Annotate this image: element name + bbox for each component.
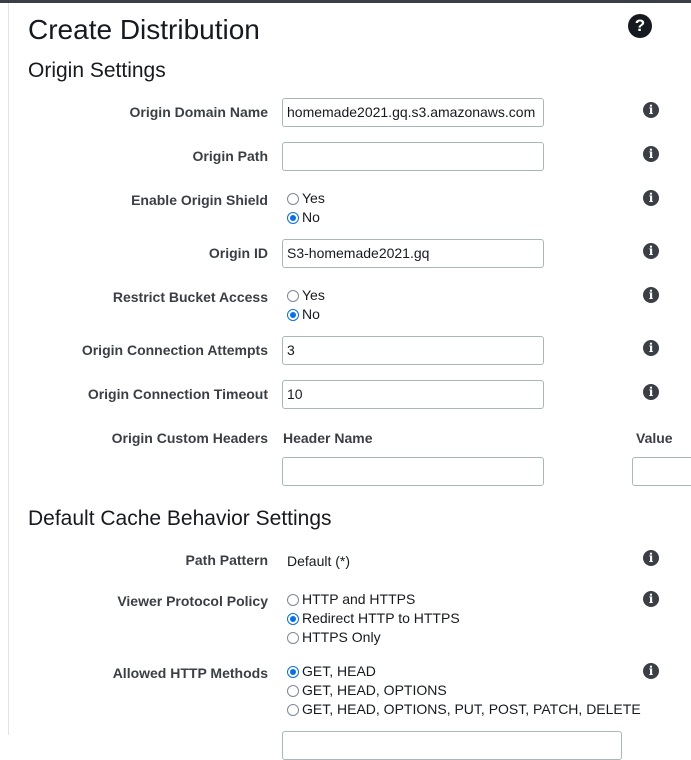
viewer-protocol-policy-label: Viewer Protocol Policy <box>117 593 268 609</box>
header-name-input[interactable] <box>282 457 544 486</box>
origin-shield-no-option[interactable] <box>287 208 320 226</box>
methods-get-head-options-option[interactable] <box>287 681 447 699</box>
origin-domain-name-label: Origin Domain Name <box>129 104 268 120</box>
protocol-http-https-label: HTTP and HTTPS <box>302 591 416 607</box>
origin-shield-yes-radio[interactable] <box>287 193 299 205</box>
methods-get-head-label: GET, HEAD <box>302 663 376 679</box>
origin-connection-timeout-input[interactable]: 10 <box>282 380 544 409</box>
restrict-bucket-yes-radio[interactable] <box>287 290 299 302</box>
methods-get-head-options-label: GET, HEAD, OPTIONS <box>302 682 447 698</box>
restrict-bucket-access-info-icon[interactable]: i <box>643 287 659 303</box>
protocol-redirect-option[interactable] <box>287 609 460 627</box>
protocol-https-only-radio[interactable] <box>287 632 299 644</box>
origin-shield-yes-option[interactable] <box>287 189 325 207</box>
origin-connection-timeout-info-icon[interactable]: i <box>643 384 659 400</box>
origin-connection-attempts-info-icon[interactable]: i <box>643 340 659 356</box>
help-icon[interactable]: ? <box>628 14 652 38</box>
header-value-input[interactable] <box>632 457 691 486</box>
methods-all-label: GET, HEAD, OPTIONS, PUT, POST, PATCH, DELETE <box>302 701 641 717</box>
methods-get-head-option[interactable] <box>287 662 376 680</box>
restrict-bucket-no-option[interactable] <box>287 305 320 323</box>
origin-shield-no-label: No <box>302 209 320 225</box>
methods-all-option[interactable] <box>287 700 641 718</box>
origin-connection-attempts-label: Origin Connection Attempts <box>81 342 268 358</box>
restrict-bucket-no-label: No <box>302 306 320 322</box>
protocol-http-https-option[interactable] <box>287 590 415 608</box>
allowed-http-methods-info-icon[interactable]: i <box>643 663 659 679</box>
protocol-https-only-option[interactable] <box>287 628 381 646</box>
origin-connection-timeout-label: Origin Connection Timeout <box>87 386 268 402</box>
allowed-http-methods-label: Allowed HTTP Methods <box>112 665 268 681</box>
origin-shield-yes-label: Yes <box>302 190 325 206</box>
protocol-redirect-radio[interactable] <box>287 613 299 625</box>
restrict-bucket-no-radio[interactable] <box>287 309 299 321</box>
restrict-bucket-yes-option[interactable] <box>287 286 325 304</box>
next-field-input[interactable] <box>282 731 622 760</box>
path-pattern-info-icon[interactable]: i <box>643 550 659 566</box>
origin-settings-title: Origin Settings <box>28 59 166 82</box>
origin-connection-attempts-input[interactable]: 3 <box>282 336 544 365</box>
methods-get-head-radio[interactable] <box>287 666 299 678</box>
page-title: Create Distribution <box>28 14 260 45</box>
methods-get-head-options-radio[interactable] <box>287 685 299 697</box>
origin-id-input[interactable]: S3-homemade2021.gq <box>282 239 544 268</box>
enable-origin-shield-label: Enable Origin Shield <box>131 192 268 208</box>
origin-id-label: Origin ID <box>208 245 268 261</box>
restrict-bucket-access-label: Restrict Bucket Access <box>112 289 268 305</box>
value-column-heading: Value <box>636 430 673 446</box>
header-name-column-heading: Header Name <box>283 430 373 446</box>
origin-domain-name-info-icon[interactable]: i <box>643 102 659 118</box>
viewer-protocol-policy-info-icon[interactable]: i <box>643 591 659 607</box>
path-pattern-value: Default (*) <box>287 553 351 569</box>
methods-all-radio[interactable] <box>287 704 299 716</box>
protocol-http-https-radio[interactable] <box>287 594 299 606</box>
origin-path-input[interactable] <box>282 142 544 171</box>
origin-path-label: Origin Path <box>192 148 268 164</box>
origin-id-info-icon[interactable]: i <box>643 243 659 259</box>
path-pattern-label: Path Pattern <box>185 552 268 568</box>
origin-path-info-icon[interactable]: i <box>643 146 659 162</box>
enable-origin-shield-info-icon[interactable]: i <box>643 190 659 206</box>
top-bar <box>0 0 691 3</box>
restrict-bucket-yes-label: Yes <box>302 287 325 303</box>
origin-custom-headers-label: Origin Custom Headers <box>111 430 268 446</box>
cache-behavior-title: Default Cache Behavior Settings <box>28 507 332 530</box>
left-rule <box>8 3 9 735</box>
origin-shield-no-radio[interactable] <box>287 212 299 224</box>
origin-domain-name-input[interactable]: homemade2021.gq.s3.amazonaws.com <box>282 98 544 127</box>
protocol-https-only-label: HTTPS Only <box>302 629 381 645</box>
protocol-redirect-label: Redirect HTTP to HTTPS <box>302 610 460 626</box>
